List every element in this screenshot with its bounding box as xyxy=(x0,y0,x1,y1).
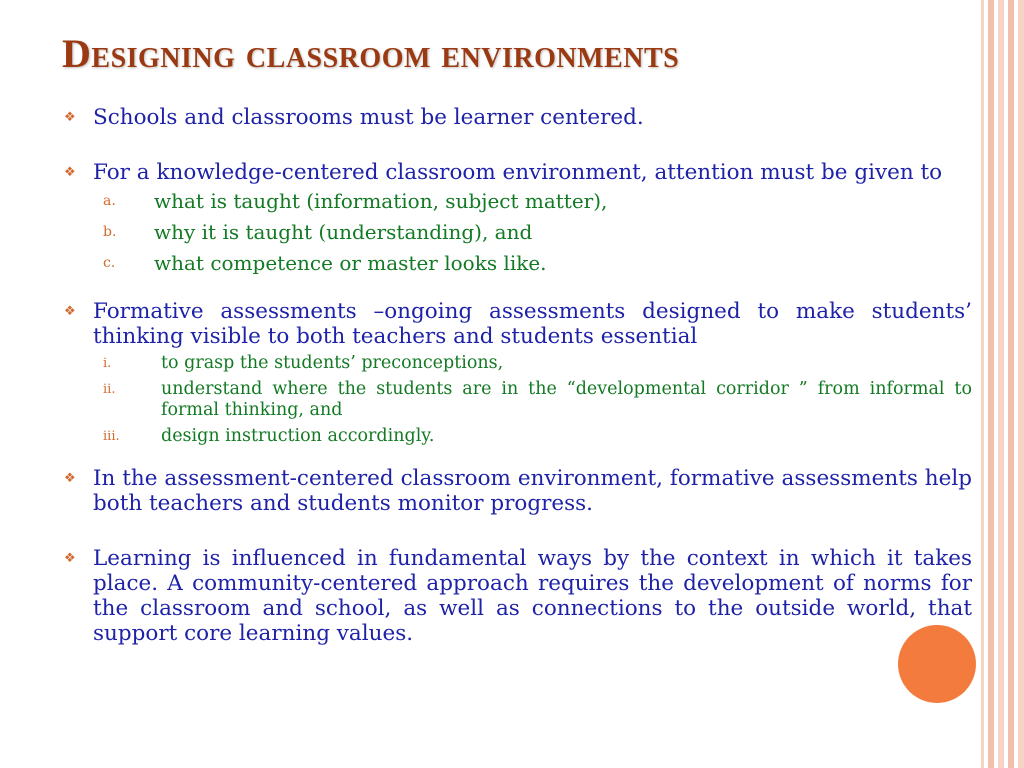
list-marker: c. xyxy=(103,255,116,271)
bullet-text: Learning is influenced in fundamental ways by the context in which it takes place. A community-centered approach requires the development of norms for the classroom and school, as well as connections to the outside world, that support core learning values. xyxy=(93,546,972,646)
sublist-item xyxy=(93,426,972,447)
bullet-item xyxy=(62,546,972,646)
sublist-text: what is taught (information, subject matter), xyxy=(154,189,608,213)
sublist-text: to grasp the students’ preconceptions, xyxy=(161,353,504,373)
bullet-item xyxy=(62,299,972,349)
stripe xyxy=(981,0,984,768)
sublist-item xyxy=(93,217,972,248)
bullet-item xyxy=(62,105,972,130)
bullet-text: Formative assessments –ongoing assessments designed to make students’ thinking visible to both teachers and students essential xyxy=(93,299,972,349)
sublist-text: what competence or master looks like. xyxy=(154,251,547,275)
diamond-bullet-icon: ❖ xyxy=(64,110,76,125)
list-marker: i. xyxy=(103,356,112,371)
decorative-stripes xyxy=(978,0,1024,768)
diamond-bullet-icon: ❖ xyxy=(64,304,76,319)
list-marker: b. xyxy=(103,224,117,240)
sublist-item xyxy=(93,186,972,217)
list-marker: ii. xyxy=(103,382,116,397)
sublist-item xyxy=(93,379,972,421)
stripe xyxy=(1018,0,1024,768)
roman-sublist xyxy=(93,353,972,447)
sublist-text: understand where the students are in the “developmental corridor ” from informal to formal thinking, and xyxy=(161,379,972,420)
stripe xyxy=(998,0,1004,768)
sublist-item xyxy=(93,248,972,279)
slide-content xyxy=(62,105,972,646)
bullet-item xyxy=(62,160,972,185)
list-marker: iii. xyxy=(103,429,120,444)
sublist-text: why it is taught (understanding), and xyxy=(154,220,533,244)
bullet-text: For a knowledge-centered classroom environment, attention must be given to xyxy=(93,160,943,185)
alpha-sublist xyxy=(93,186,972,279)
stripe xyxy=(1008,0,1014,768)
bullet-text: In the assessment-centered classroom environment, formative assessments help both teachers and students monitor progress. xyxy=(93,466,972,516)
slide-title: Designing classroom environments xyxy=(62,31,680,76)
accent-circle xyxy=(898,625,976,703)
sublist-item xyxy=(93,353,972,374)
diamond-bullet-icon: ❖ xyxy=(64,165,76,180)
diamond-bullet-icon: ❖ xyxy=(64,551,76,566)
list-marker: a. xyxy=(103,193,116,209)
bullet-text: Schools and classrooms must be learner centered. xyxy=(93,105,644,130)
sublist-text: design instruction accordingly. xyxy=(161,426,435,446)
stripe xyxy=(988,0,994,768)
bullet-item xyxy=(62,466,972,516)
diamond-bullet-icon: ❖ xyxy=(64,471,76,486)
